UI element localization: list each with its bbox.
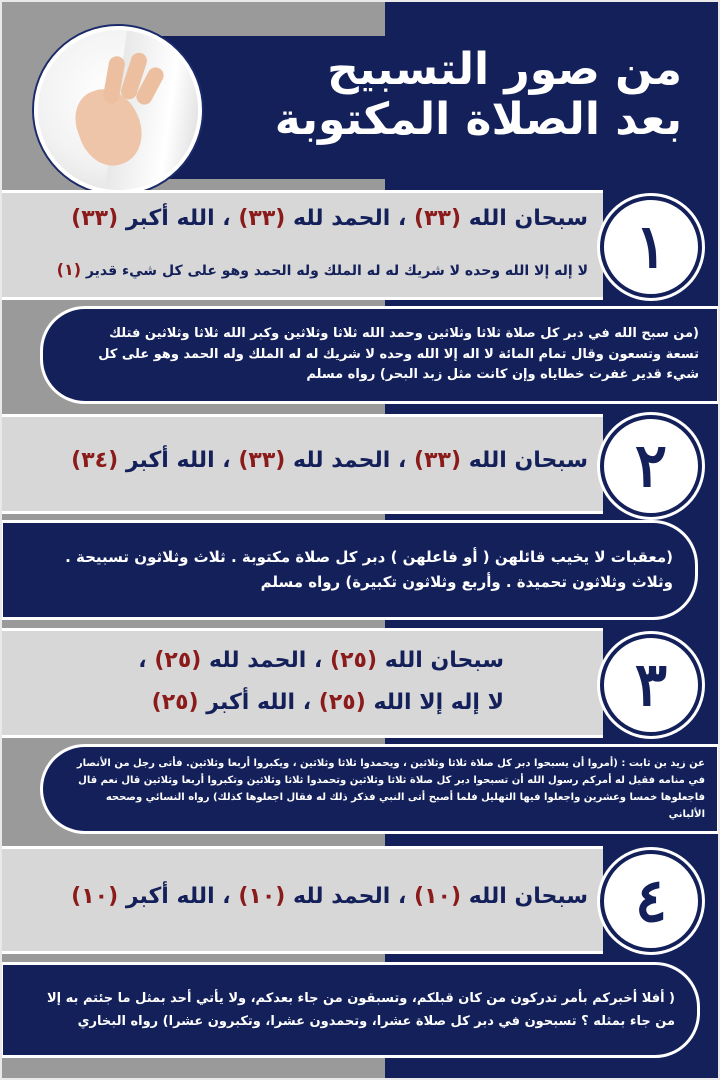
section-4-number-badge: ٤ (600, 850, 702, 952)
dhikr-count: (٣٣) (414, 206, 462, 231)
dhikr-text: الله أكبر (206, 690, 296, 715)
dhikr-text: الله أكبر (125, 206, 215, 231)
section-3-dhikr-line-1: سبحان الله (٢٥) ، الحمد لله (٢٥) ، (138, 648, 504, 673)
tahlil-text: لا إله إلا الله وحده لا شريك له له الملك وله الحمد وهو على كل شيء قدير (85, 263, 588, 279)
page-title (162, 46, 682, 145)
dhikr-count: (٣٤) (71, 448, 119, 473)
title-line-2: بعد الصلاة المكتوبة (274, 94, 682, 146)
section-3-dhikr-line-2: لا إله إلا الله (٢٥) ، الله أكبر (٢٥) (151, 690, 504, 715)
dhikr-text: الله أكبر (125, 884, 215, 909)
dhikr-text: الحمد لله (292, 206, 391, 231)
section-4-dhikr: سبحان الله (١٠) ، الحمد لله (١٠) ، الله أكبر (١٠) (71, 884, 588, 909)
dhikr-text: الله أكبر (125, 448, 215, 473)
section-1-number-badge: ١ (600, 196, 702, 298)
dhikr-text: سبحان الله (468, 884, 588, 909)
dhikr-count: (٢٥) (330, 648, 378, 673)
section-1-tahlil (57, 260, 588, 279)
dhikr-count: (١٠) (238, 884, 286, 909)
dhikr-count: (١٠) (71, 884, 119, 909)
dhikr-text: الحمد لله (292, 884, 391, 909)
dhikr-text: لا إله إلا الله (373, 690, 504, 715)
section-1-dhikr: سبحان الله (٣٣) ، الحمد لله (٣٣) ، الله أكبر (٣٣) (71, 206, 588, 231)
dhikr-count: (٣٣) (238, 206, 286, 231)
section-4-hadith: ( أفلا أخبركم بأمر تدركون من كان قبلكم، وتسبقون من جاء بعدكم، ولا يأتي أحد بمثل ما جئتم به إلا من جاء بمثله ؟ تسبحون في دبر كل صلاة عشرا، وتحمدون عشرا، وتكبرون عشرا) رواه البخاري (0, 962, 700, 1058)
dhikr-text: سبحان الله (468, 448, 588, 473)
dhikr-text: سبحان الله (384, 648, 504, 673)
section-1-hadith: (من سبح الله في دبر كل صلاة ثلاثا وثلاثين وحمد الله ثلاثا وثلاثين وكبر الله ثلاثا وثلاثين فتلك تسعة وتسعون وقال تمام المائة لا اله إلا الله وحده لا شريك له له الملك وله الحمد وهو على كل شيء قدير غفرت خطاياه وإن كانت مثل زبد البحر) رواه مسلم (40, 306, 720, 404)
dhikr-text: سبحان الله (468, 206, 588, 231)
dhikr-count: (٣٣) (238, 448, 286, 473)
tahlil-count: (١) (56, 260, 82, 279)
dhikr-count: (٢٥) (154, 648, 202, 673)
dhikr-count: (٢٥) (151, 690, 199, 715)
dhikr-count: (١٠) (414, 884, 462, 909)
title-line-1: من صور التسبيح (327, 44, 682, 95)
dhikr-text: الحمد لله (292, 448, 391, 473)
dhikr-count: (٢٥) (318, 690, 366, 715)
dhikr-text: الحمد لله (208, 648, 307, 673)
section-3-hadith: عن زيد بن ثابت : (أمروا أن يسبحوا دبر كل صلاة ثلاثا وثلاثين ، ويحمدوا ثلاثا وثلاثين ، ويكبروا أربعا وثلاثين. فأتى رجل من الأنصار في منامه فقيل له أمركم رسول الله أن تسبحوا دبر كل صلاة ثلاثا وثلاثين وتحمدوا ثلاثا وثلاثين وتكبروا أربعا وثلاثين قال نعم قال فاجعلوها خمسا وعشرين واجعلوا فيها التهليل فلما أصبح أتى النبي فذكر ذلك له فقال اجعلوها كذلك) رواه النسائي وصححه الألباني (40, 744, 720, 834)
section-3-number-badge: ٣ (600, 634, 702, 736)
dhikr-count: (٣٣) (414, 448, 462, 473)
section-2-hadith: (معقبات لا يخيب قائلهن ( أو فاعلهن ) دبر كل صلاة مكتوبة . ثلاث وثلاثون تسبيحة . وثلاث وثلاثون تحميدة . وأربع وثلاثون تكبيرة) رواه مسلم (0, 520, 698, 620)
section-2-number-badge: ٢ (600, 415, 702, 517)
dhikr-count: (٣٣) (71, 206, 119, 231)
section-3-band (0, 628, 603, 738)
section-2-dhikr: سبحان الله (٣٣) ، الحمد لله (٣٣) ، الله أكبر (٣٤) (71, 448, 588, 473)
